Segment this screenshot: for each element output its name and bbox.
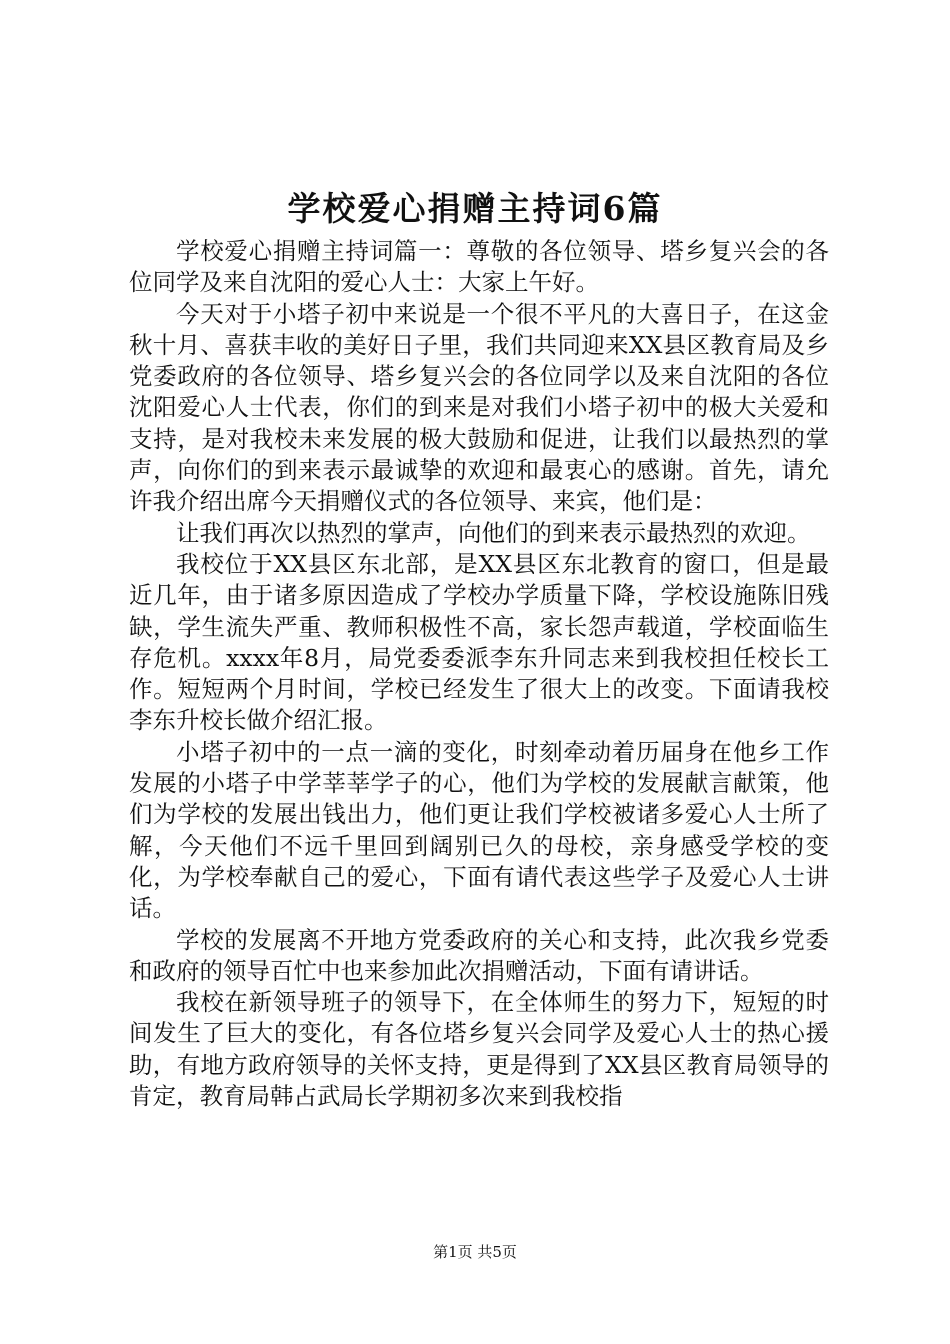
- paragraph: 我校在新领导班子的领导下，在全体师生的努力下，短短的时间发生了巨大的变化，有各位塔乡复兴会同学及爱心人士的热心援助，有地方政府领导的关怀支持，更是得到了XX县区教育局领导的肯定，教育局韩占武局长学期初多次来到我校指: [129, 988, 829, 1111]
- document-title: 学校爱心捐赠主持词6篇: [287, 189, 663, 228]
- paragraph: 小塔子初中的一点一滴的变化，时刻牵动着历届身在他乡工作发展的小塔子中学莘莘学子的心，他们为学校的发展献言献策，他们为学校的发展出钱出力，他们更让我们学校被诸多爱心人士所了解，今天他们不远千里回到阔别已久的母校，亲身感受学校的变化，为学校奉献自己的爱心，下面有请代表这些学子及爱心人士讲话。: [129, 737, 829, 923]
- paragraph: 学校爱心捐赠主持词篇一：尊敬的各位领导、塔乡复兴会的各位同学及来自沈阳的爱心人士：大家上午好。: [129, 237, 829, 297]
- page-number-footer: 第1页 共5页: [433, 1243, 517, 1261]
- paragraph: 学校的发展离不开地方党委政府的关心和支持，此次我乡党委和政府的领导百忙中也来参加此次捐赠活动，下面有请讲话。: [129, 925, 829, 985]
- document-body: [129, 236, 829, 1112]
- paragraph: 今天对于小塔子初中来说是一个很不平凡的大喜日子，在这金秋十月、喜获丰收的美好日子里，我们共同迎来XX县区教育局及乡党委政府的各位领导、塔乡复兴会的各位同学以及来自沈阳的各位沈阳爱心人士代表，你们的到来是对我们小塔子初中的极大关爱和支持，是对我校未来发展的极大鼓励和促进，让我们以最热烈的掌声，向你们的到来表示最诚挚的欢迎和最衷心的感谢。首先，请允许我介绍出席今天捐赠仪式的各位领导、来宾，他们是：: [129, 299, 829, 516]
- paragraph: 让我们再次以热烈的掌声，向他们的到来表示最热烈的欢迎。: [176, 518, 811, 547]
- paragraph: 我校位于XX县区东北部，是XX县区东北教育的窗口，但是最近几年，由于诸多原因造成了学校办学质量下降，学校设施陈旧残缺，学生流失严重、教师积极性不高，家长怨声载道，学校面临生存危机。xxxx年8月，局党委委派李东升同志来到我校担任校长工作。短短两个月时间，学校已经发生了很大上的改变。下面请我校李东升校长做介绍汇报。: [129, 549, 829, 735]
